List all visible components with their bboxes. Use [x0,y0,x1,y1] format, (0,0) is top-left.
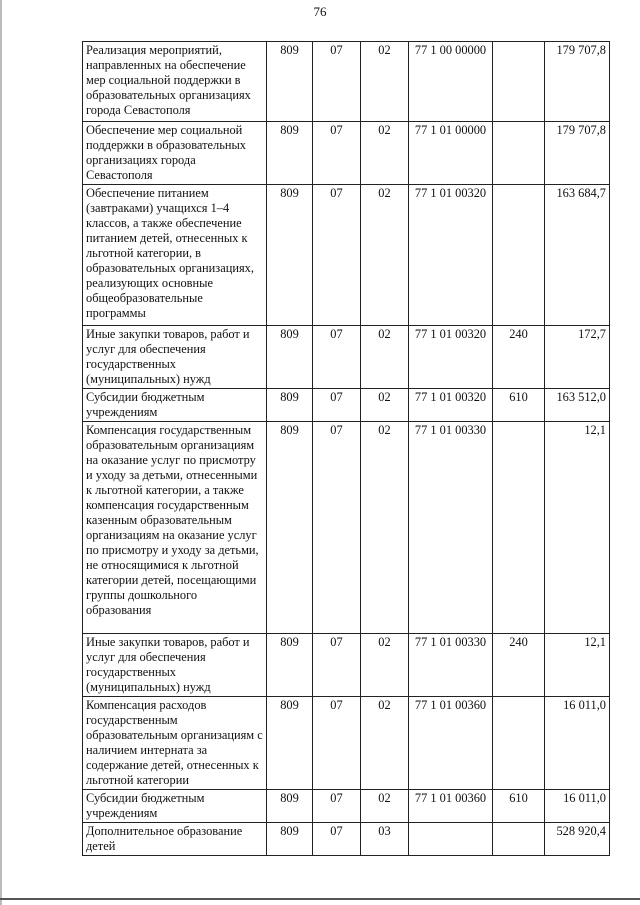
row-ministry: 809 [267,185,313,326]
row-name: Иные закупки товаров, работ и услуг для обеспечения государственных (муниципальных) нужд [83,634,267,697]
scan-bottom-edge [0,898,640,900]
row-section: 07 [313,185,361,326]
row-csr: 77 1 01 00330 [409,634,493,697]
row-amount: 16 011,0 [545,790,610,823]
row-name: Иные закупки товаров, работ и услуг для обеспечения государственных (муниципальных) нужд [83,326,267,389]
row-name: Обеспечение питанием (завтраками) учащихся 1–4 классов, а также обеспечение питанием детей, отнесенных к льготной категории, в образовательных организациях, реализующих основные общеобразовательные программы [83,185,267,326]
row-subsection: 02 [361,122,409,185]
row-ministry: 809 [267,823,313,856]
row-vr [493,697,545,790]
row-csr [409,823,493,856]
row-amount: 172,7 [545,326,610,389]
row-ministry: 809 [267,122,313,185]
row-csr: 77 1 01 00000 [409,122,493,185]
row-name: Субсидии бюджетным учреждениям [83,389,267,422]
row-subsection: 02 [361,42,409,122]
row-vr: 610 [493,389,545,422]
budget-table [82,41,610,856]
row-amount: 16 011,0 [545,697,610,790]
row-csr: 77 1 00 00000 [409,42,493,122]
row-vr [493,122,545,185]
row-section: 07 [313,697,361,790]
row-amount: 163 512,0 [545,389,610,422]
table-row [83,823,610,856]
row-name: Компенсация расходов государственным образовательным организациям с наличием интерната за содержание детей, отнесенных к льготной категории [83,697,267,790]
row-subsection: 02 [361,634,409,697]
row-ministry: 809 [267,42,313,122]
page-number: 76 [313,4,327,19]
table-row [83,42,610,122]
table-row [83,326,610,389]
row-ministry: 809 [267,697,313,790]
row-ministry: 809 [267,389,313,422]
row-vr: 610 [493,790,545,823]
row-csr: 77 1 01 00320 [409,185,493,326]
row-name: Компенсация государственным образовательным организациям на оказание услуг по присмотру и уходу за детьми, отнесенными к льготной категории, а также компенсация государственным казенным образовательным организациям на оказание услуг по присмотру и уходу за детьми, не относящимися к льготной категории детей, посещающими группы дошкольного образования [83,422,267,634]
row-subsection: 02 [361,326,409,389]
row-section: 07 [313,389,361,422]
row-amount: 179 707,8 [545,42,610,122]
row-vr [493,185,545,326]
row-section: 07 [313,42,361,122]
row-subsection: 02 [361,185,409,326]
row-name: Реализация мероприятий, направленных на обеспечение мер социальной поддержки в образовательных организациях города Севастополя [83,42,267,122]
row-amount: 179 707,8 [545,122,610,185]
row-section: 07 [313,326,361,389]
row-subsection: 02 [361,422,409,634]
table-row [83,422,610,634]
row-section: 07 [313,122,361,185]
row-csr: 77 1 01 00320 [409,326,493,389]
row-subsection: 02 [361,790,409,823]
row-section: 07 [313,790,361,823]
row-csr: 77 1 01 00320 [409,389,493,422]
row-subsection: 02 [361,389,409,422]
table-row [83,790,610,823]
row-amount: 528 920,4 [545,823,610,856]
table-row [83,634,610,697]
row-ministry: 809 [267,790,313,823]
row-csr: 77 1 01 00330 [409,422,493,634]
row-amount: 12,1 [545,422,610,634]
row-section: 07 [313,634,361,697]
table-row [83,185,610,326]
row-ministry: 809 [267,634,313,697]
row-vr [493,42,545,122]
row-subsection: 02 [361,697,409,790]
row-ministry: 809 [267,326,313,389]
table-row [83,389,610,422]
row-section: 07 [313,422,361,634]
row-csr: 77 1 01 00360 [409,790,493,823]
row-amount: 12,1 [545,634,610,697]
row-vr [493,823,545,856]
row-name: Субсидии бюджетным учреждениям [83,790,267,823]
row-csr: 77 1 01 00360 [409,697,493,790]
row-vr: 240 [493,326,545,389]
row-name: Обеспечение мер социальной поддержки в образовательных организациях города Севастополя [83,122,267,185]
row-section: 07 [313,823,361,856]
row-subsection: 03 [361,823,409,856]
row-amount: 163 684,7 [545,185,610,326]
row-vr [493,422,545,634]
scan-left-edge [0,0,2,905]
table-row [83,697,610,790]
row-ministry: 809 [267,422,313,634]
row-name: Дополнительное образование детей [83,823,267,856]
table-row [83,122,610,185]
row-vr: 240 [493,634,545,697]
